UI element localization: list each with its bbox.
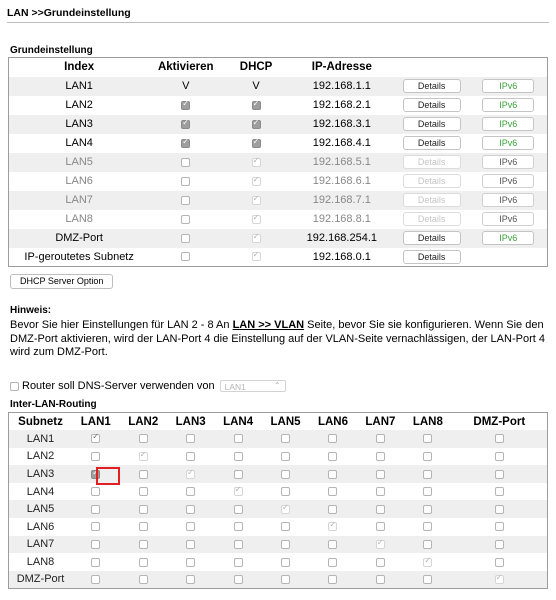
table-row — [9, 248, 548, 267]
ip-address: 192.168.5.1 — [290, 153, 394, 172]
table-row — [9, 229, 548, 248]
routing-checkbox[interactable] — [376, 452, 385, 461]
routing-checkbox[interactable] — [139, 434, 148, 443]
routing-checkbox[interactable] — [281, 558, 290, 567]
routing-column-header: LAN3 — [175, 415, 206, 428]
routing-checkbox[interactable] — [376, 575, 385, 584]
routing-row-label: LAN2 — [9, 448, 73, 466]
hint-title: Hinweis: — [10, 305, 52, 316]
routing-column-header: LAN6 — [317, 415, 348, 428]
routing-checkbox[interactable] — [91, 434, 100, 443]
routing-row-label: DMZ-Port — [9, 571, 73, 589]
lan-index: LAN4 — [9, 134, 150, 153]
aktivieren-checkbox[interactable] — [181, 139, 190, 148]
routing-checkbox[interactable] — [495, 558, 504, 567]
dhcp-server-option-button[interactable]: DHCP Server Option — [10, 274, 113, 289]
table-row — [9, 153, 548, 172]
column-header-aktivieren: Aktivieren — [157, 61, 214, 74]
routing-checkbox[interactable] — [91, 505, 100, 514]
routing-checkbox[interactable] — [328, 434, 337, 443]
column-header-ip-adresse: IP-Adresse — [311, 61, 372, 74]
routing-checkbox[interactable] — [423, 540, 432, 549]
ipv6-button[interactable]: IPv6 — [482, 136, 534, 150]
routing-row — [9, 448, 548, 466]
routing-checkbox[interactable] — [423, 487, 432, 496]
hint-text-before: Bevor Sie hier Einstellungen für LAN 2 - 8 An — [10, 319, 233, 331]
routing-checkbox[interactable] — [91, 452, 100, 461]
page-title: LAN >>Grundeinstellung — [7, 7, 131, 19]
routing-checkbox[interactable] — [495, 540, 504, 549]
inter-lan-routing-table — [8, 412, 548, 589]
aktivieren-value: V — [149, 77, 222, 96]
routing-checkbox[interactable] — [91, 540, 100, 549]
routing-checkbox[interactable] — [376, 505, 385, 514]
routing-checkbox[interactable] — [186, 487, 195, 496]
routing-checkbox[interactable] — [281, 470, 290, 479]
routing-checkbox[interactable] — [328, 522, 337, 531]
aktivieren-checkbox[interactable] — [181, 177, 190, 186]
routing-checkbox[interactable] — [91, 575, 100, 584]
lan-index: LAN5 — [9, 153, 150, 172]
dhcp-checkbox[interactable] — [252, 196, 261, 205]
section-label-inter-lan-routing: Inter-LAN-Routing — [10, 399, 97, 410]
routing-column-header: Subnetz — [18, 415, 63, 428]
ipv6-button[interactable]: IPv6 — [482, 212, 534, 226]
dhcp-value: V — [222, 77, 290, 96]
routing-checkbox[interactable] — [91, 487, 100, 496]
dhcp-checkbox[interactable] — [252, 101, 261, 110]
routing-row — [9, 430, 548, 448]
details-button[interactable]: Details — [403, 117, 461, 131]
routing-checkbox[interactable] — [281, 487, 290, 496]
routing-checkbox[interactable] — [139, 558, 148, 567]
routing-column-header: DMZ-Port — [473, 415, 526, 428]
routing-row — [9, 465, 548, 483]
routing-row-label: LAN4 — [9, 483, 73, 501]
routing-checkbox[interactable] — [234, 470, 243, 479]
ipv6-button[interactable]: IPv6 — [482, 174, 534, 188]
routing-checkbox[interactable] — [376, 558, 385, 567]
routing-checkbox[interactable] — [234, 487, 243, 496]
table-row — [9, 115, 548, 134]
section-label-grundeinstellung: Grundeinstellung — [10, 45, 93, 56]
routing-checkbox[interactable] — [495, 434, 504, 443]
ipv6-button[interactable]: IPv6 — [482, 193, 534, 207]
routing-row-label: LAN3 — [9, 465, 73, 483]
routing-column-header: LAN5 — [270, 415, 301, 428]
aktivieren-checkbox[interactable] — [181, 196, 190, 205]
lan-index: LAN2 — [9, 96, 150, 115]
lan-vlan-link[interactable]: LAN >> VLAN — [232, 319, 305, 331]
routing-checkbox[interactable] — [186, 470, 195, 479]
ip-address: 192.168.7.1 — [290, 191, 394, 210]
routing-column-header: LAN8 — [412, 415, 443, 428]
lan-index: LAN1 — [9, 77, 150, 96]
hint-text — [10, 319, 550, 360]
hint-text-after: Seite, bevor Sie sie konfigurieren. Wenn Sie den DMZ-Port aktivieren, wird der LAN-Port 4 die Einstellung auf der VLAN-Seite vernachlässigen, der LAN-Port 4 wird zum DMZ-Port. — [10, 319, 545, 358]
aktivieren-checkbox[interactable] — [181, 158, 190, 167]
routing-checkbox[interactable] — [328, 558, 337, 567]
routing-checkbox[interactable] — [186, 558, 195, 567]
routing-row — [9, 518, 548, 536]
dhcp-checkbox[interactable] — [252, 177, 261, 186]
routing-checkbox[interactable] — [423, 452, 432, 461]
routing-checkbox[interactable] — [186, 434, 195, 443]
table-row — [9, 77, 548, 96]
dns-server-label: Router soll DNS-Server verwenden von — [22, 380, 215, 392]
routing-checkbox[interactable] — [139, 470, 148, 479]
ipv6-button[interactable]: IPv6 — [482, 231, 534, 245]
routing-checkbox[interactable] — [139, 575, 148, 584]
table-row — [9, 210, 548, 229]
routing-checkbox[interactable] — [91, 558, 100, 567]
routing-row-label: LAN5 — [9, 500, 73, 518]
details-button[interactable]: Details — [403, 193, 461, 207]
table-row — [9, 172, 548, 191]
routing-checkbox[interactable] — [328, 540, 337, 549]
ip-address: 192.168.0.1 — [290, 248, 394, 267]
lan-index: LAN6 — [9, 172, 150, 191]
aktivieren-checkbox[interactable] — [181, 215, 190, 224]
routing-checkbox[interactable] — [281, 575, 290, 584]
details-button[interactable]: Details — [403, 155, 461, 169]
lan-index: IP-geroutetes Subnetz — [9, 248, 150, 267]
routing-checkbox[interactable] — [495, 505, 504, 514]
aktivieren-checkbox[interactable] — [181, 120, 190, 129]
routing-checkbox[interactable] — [139, 452, 148, 461]
lan-index: LAN8 — [9, 210, 150, 229]
routing-checkbox[interactable] — [423, 470, 432, 479]
ip-address: 192.168.254.1 — [290, 229, 394, 248]
routing-row-label: LAN1 — [9, 430, 73, 448]
routing-checkbox[interactable] — [281, 540, 290, 549]
routing-checkbox[interactable] — [328, 452, 337, 461]
dhcp-checkbox[interactable] — [252, 252, 261, 261]
routing-checkbox[interactable] — [495, 575, 504, 584]
lan-index: LAN3 — [9, 115, 150, 134]
routing-row — [9, 571, 548, 589]
table-row — [9, 191, 548, 210]
routing-checkbox[interactable] — [281, 434, 290, 443]
routing-column-header: LAN7 — [365, 415, 396, 428]
title-divider — [7, 22, 549, 23]
ipv6-button[interactable]: IPv6 — [482, 155, 534, 169]
routing-checkbox[interactable] — [495, 470, 504, 479]
ip-address: 192.168.6.1 — [290, 172, 394, 191]
lan-index: DMZ-Port — [9, 229, 150, 248]
table-row — [9, 134, 548, 153]
routing-checkbox[interactable] — [376, 434, 385, 443]
dhcp-checkbox[interactable] — [252, 139, 261, 148]
aktivieren-checkbox[interactable] — [181, 252, 190, 261]
highlight-box — [96, 467, 120, 485]
details-button[interactable]: Details — [403, 231, 461, 245]
routing-checkbox[interactable] — [234, 558, 243, 567]
dns-server-checkbox[interactable] — [10, 382, 19, 391]
column-header-dhcp: DHCP — [239, 61, 273, 74]
routing-checkbox[interactable] — [328, 487, 337, 496]
routing-checkbox[interactable] — [495, 487, 504, 496]
routing-checkbox[interactable] — [139, 540, 148, 549]
routing-checkbox[interactable] — [139, 487, 148, 496]
routing-checkbox[interactable] — [186, 522, 195, 531]
ip-address: 192.168.8.1 — [290, 210, 394, 229]
ip-address: 192.168.1.1 — [290, 77, 394, 96]
routing-checkbox[interactable] — [423, 434, 432, 443]
routing-checkbox[interactable] — [423, 575, 432, 584]
routing-row — [9, 536, 548, 554]
details-button[interactable]: Details — [403, 136, 461, 150]
routing-checkbox[interactable] — [139, 522, 148, 531]
column-header-index: Index — [64, 61, 95, 74]
routing-checkbox[interactable] — [186, 452, 195, 461]
routing-checkbox[interactable] — [376, 487, 385, 496]
routing-checkbox[interactable] — [423, 558, 432, 567]
ip-address: 192.168.3.1 — [290, 115, 394, 134]
routing-row — [9, 553, 548, 571]
routing-checkbox[interactable] — [186, 505, 195, 514]
routing-checkbox[interactable] — [234, 505, 243, 514]
dns-server-select[interactable]: LAN1 ⌃ — [220, 380, 286, 392]
ipv6-button[interactable]: IPv6 — [482, 117, 534, 131]
details-button[interactable]: Details — [403, 174, 461, 188]
routing-row — [9, 500, 548, 518]
routing-checkbox[interactable] — [234, 452, 243, 461]
table-row — [9, 96, 548, 115]
ip-address: 192.168.4.1 — [290, 134, 394, 153]
details-button[interactable]: Details — [403, 79, 461, 93]
dhcp-checkbox[interactable] — [252, 215, 261, 224]
routing-checkbox[interactable] — [234, 540, 243, 549]
routing-row — [9, 483, 548, 501]
aktivieren-checkbox[interactable] — [181, 101, 190, 110]
lan-index: LAN7 — [9, 191, 150, 210]
routing-checkbox[interactable] — [376, 470, 385, 479]
routing-checkbox[interactable] — [234, 575, 243, 584]
ip-address: 192.168.2.1 — [290, 96, 394, 115]
routing-checkbox[interactable] — [495, 522, 504, 531]
routing-checkbox[interactable] — [186, 575, 195, 584]
dhcp-checkbox[interactable] — [252, 234, 261, 243]
routing-row-label: LAN7 — [9, 536, 73, 554]
ipv6-button[interactable]: IPv6 — [482, 79, 534, 93]
routing-checkbox[interactable] — [281, 452, 290, 461]
details-button[interactable]: Details — [403, 250, 461, 264]
routing-row-label: LAN8 — [9, 553, 73, 571]
routing-checkbox[interactable] — [423, 522, 432, 531]
dhcp-checkbox[interactable] — [252, 120, 261, 129]
routing-checkbox[interactable] — [139, 505, 148, 514]
aktivieren-checkbox[interactable] — [181, 234, 190, 243]
routing-checkbox[interactable] — [423, 505, 432, 514]
ipv6-button[interactable]: IPv6 — [482, 98, 534, 112]
routing-checkbox[interactable] — [328, 575, 337, 584]
routing-row-label: LAN6 — [9, 518, 73, 536]
routing-checkbox[interactable] — [376, 522, 385, 531]
dns-server-row — [10, 380, 286, 392]
routing-checkbox[interactable] — [281, 505, 290, 514]
lan-settings-table — [8, 57, 548, 267]
routing-checkbox[interactable] — [376, 540, 385, 549]
routing-checkbox[interactable] — [328, 505, 337, 514]
routing-checkbox[interactable] — [234, 522, 243, 531]
routing-checkbox[interactable] — [495, 452, 504, 461]
routing-column-header: LAN2 — [128, 415, 159, 428]
details-button[interactable]: Details — [403, 98, 461, 112]
routing-checkbox[interactable] — [91, 522, 100, 531]
dhcp-checkbox[interactable] — [252, 158, 261, 167]
routing-checkbox[interactable] — [281, 522, 290, 531]
routing-checkbox[interactable] — [186, 540, 195, 549]
routing-checkbox[interactable] — [328, 470, 337, 479]
routing-column-header: LAN1 — [80, 415, 111, 428]
details-button[interactable]: Details — [403, 212, 461, 226]
routing-column-header: LAN4 — [223, 415, 254, 428]
routing-checkbox[interactable] — [234, 434, 243, 443]
